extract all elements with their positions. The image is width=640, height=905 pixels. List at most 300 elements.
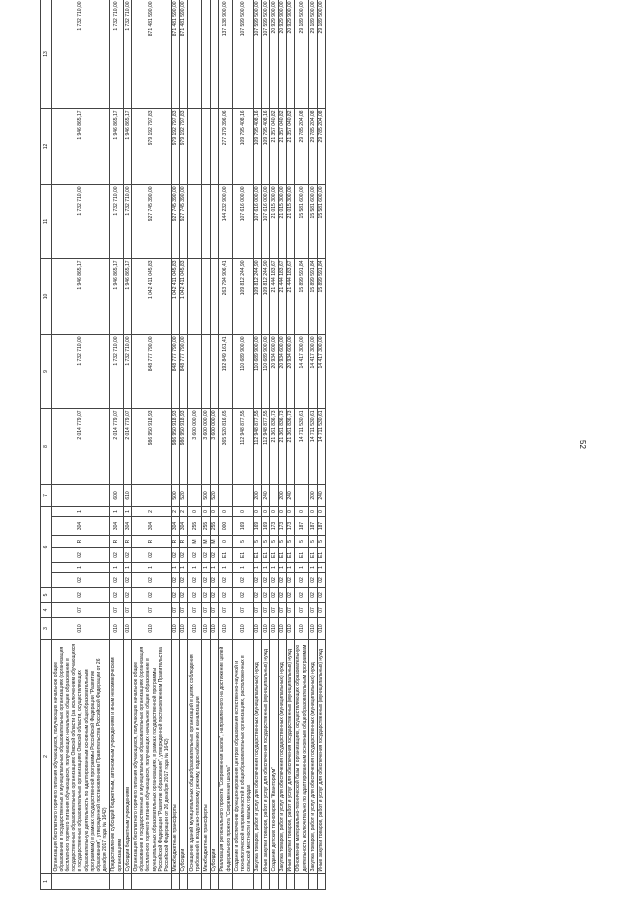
col-header-2: 2: [41, 640, 52, 874]
cell-c4: 07: [233, 603, 254, 618]
cell-c6b: 1: [109, 563, 123, 573]
cell-c6f: 0: [294, 506, 308, 516]
cell-c13: [202, 0, 210, 108]
cell-c6e: 173: [286, 517, 294, 536]
cell-c12: [188, 108, 202, 184]
cell-name: Иные закупки товаров, работ и услуг для обеспечения государственных (муниципальных) нужд: [262, 640, 270, 874]
cell-c9: 848 777 790,00: [132, 334, 171, 408]
cell-c6f: 0: [218, 506, 232, 516]
cell-c11: 15 581 600,00: [317, 184, 325, 258]
cell-c10: 1 042 411 045,83: [132, 258, 171, 334]
cell-c6e: 304: [171, 517, 179, 536]
cell-c5: 02: [309, 588, 317, 603]
cell-c9: 14 417 300,00: [294, 334, 308, 408]
cell-c4: 07: [218, 603, 232, 618]
cell-c7: 520: [210, 484, 218, 506]
cell-c11: 144 232 900,00: [218, 184, 232, 258]
cell-c13: 871 481 590,00: [171, 0, 179, 108]
cell-c8: 365 520 816,65: [218, 408, 232, 484]
cell-c10: 109 812 244,90: [262, 258, 270, 334]
cell-empty: [286, 874, 294, 890]
cell-c5: 02: [171, 588, 179, 603]
cell-c9: 14 417 300,00: [309, 334, 317, 408]
cell-c5: 02: [286, 588, 294, 603]
cell-c6d: M: [210, 536, 218, 548]
cell-c4: 07: [171, 603, 179, 618]
cell-c4: 07: [188, 603, 202, 618]
cell-name: Субсидии бюджетным учреждениям: [124, 640, 132, 874]
cell-c11: 107 616 000,00: [262, 184, 270, 258]
cell-c8: 2 014 779,07: [52, 408, 110, 484]
cell-c11: 927 745 390,00: [132, 184, 171, 258]
cell-c3: 010: [52, 618, 110, 640]
cell-c5: 02: [262, 588, 270, 603]
cell-c6a: 02: [179, 573, 187, 588]
cell-c9: 110 689 900,00: [233, 334, 254, 408]
cell-c6a: 02: [132, 573, 171, 588]
page-number: 52: [577, 440, 587, 449]
cell-c11: [188, 184, 202, 258]
cell-c10: 1 946 865,17: [124, 258, 132, 334]
cell-c6d: 5: [317, 536, 325, 548]
cell-name: Закупка товаров, работ и услуг для обеспечения государственных (муниципальных) нужд: [309, 640, 317, 874]
cell-c6e: 187: [317, 517, 325, 536]
cell-c12: 29 785 204,08: [309, 108, 317, 184]
cell-c6b: 1: [278, 563, 286, 573]
cell-c7: 520: [179, 484, 187, 506]
cell-c12: 21 357 040,82: [278, 108, 286, 184]
cell-c9: 110 689 900,00: [253, 334, 261, 408]
cell-c6d: 5: [294, 536, 308, 548]
cell-c9: 14 417 300,00: [317, 334, 325, 408]
cell-c3: 010: [124, 618, 132, 640]
cell-c9: 848 777 790,00: [179, 334, 187, 408]
cell-c3: 010: [202, 618, 210, 640]
cell-c6c: E1: [309, 548, 317, 563]
cell-c6f: 0: [262, 506, 270, 516]
cell-c6b: 1: [124, 563, 132, 573]
cell-c7: 240: [317, 484, 325, 506]
cell-c6b: 1: [188, 563, 202, 573]
cell-c8: 112 948 877,55: [233, 408, 254, 484]
table-row: [278, 0, 286, 890]
cell-c6c: 02: [171, 548, 179, 563]
cell-c6b: 1: [218, 563, 232, 573]
cell-c6a: 02: [270, 573, 278, 588]
cell-c6f: 2: [171, 506, 179, 516]
cell-c6a: 02: [262, 573, 270, 588]
cell-c5: 02: [210, 588, 218, 603]
cell-c6f: 0: [233, 506, 254, 516]
cell-c6a: 02: [109, 573, 123, 588]
cell-c6b: 1: [286, 563, 294, 573]
cell-c10: [202, 258, 210, 334]
cell-c11: 1 732 710,00: [109, 184, 123, 258]
cell-c6b: 1: [179, 563, 187, 573]
cell-c10: 1 042 411 045,83: [179, 258, 187, 334]
table-row: [132, 0, 171, 890]
col-header-9: 9: [41, 334, 52, 408]
cell-c5: 02: [109, 588, 123, 603]
cell-name: Создание детских технопарков "Кванториум": [270, 640, 278, 874]
cell-c7: 240: [286, 484, 294, 506]
cell-empty: [171, 874, 179, 890]
cell-c4: 07: [52, 603, 110, 618]
cell-c11: 1 732 710,00: [52, 184, 110, 258]
cell-c6a: 02: [294, 573, 308, 588]
cell-c6a: 02: [286, 573, 294, 588]
cell-c5: 02: [218, 588, 232, 603]
cell-c11: [202, 184, 210, 258]
cell-c6b: 1: [309, 563, 317, 573]
cell-c6c: E1: [218, 548, 232, 563]
cell-c6e: 173: [270, 517, 278, 536]
table-row: [171, 0, 179, 890]
cell-c6d: 5: [286, 536, 294, 548]
cell-c11: 927 745 390,00: [179, 184, 187, 258]
cell-c13: 1 732 710,00: [52, 0, 110, 108]
cell-empty: [270, 874, 278, 890]
table-row: [109, 0, 123, 890]
cell-c6e: 000: [218, 517, 232, 536]
cell-empty: [210, 874, 218, 890]
cell-c11: 15 581 600,00: [309, 184, 317, 258]
table-body: [52, 0, 326, 890]
cell-c3: 010: [218, 618, 232, 640]
cell-c13: 107 599 500,00: [253, 0, 261, 108]
cell-c3: 010: [132, 618, 171, 640]
table-row: [309, 0, 317, 890]
cell-c5: 02: [317, 588, 325, 603]
cell-c6f: 0: [210, 506, 218, 516]
cell-c3: 010: [270, 618, 278, 640]
cell-empty: [218, 874, 232, 890]
cell-c6c: E1: [317, 548, 325, 563]
col-header-12: 12: [41, 108, 52, 184]
cell-c6c: E1: [262, 548, 270, 563]
cell-c7: [132, 484, 171, 506]
cell-c7: 500: [171, 484, 179, 506]
cell-c12: 979 192 797,83: [171, 108, 179, 184]
cell-c6c: 02: [124, 548, 132, 563]
cell-c10: 21 444 183,67: [278, 258, 286, 334]
cell-c10: 109 812 244,90: [253, 258, 261, 334]
cell-c12: 29 785 204,08: [294, 108, 308, 184]
cell-c6d: 5: [309, 536, 317, 548]
cell-c6c: E1: [270, 548, 278, 563]
cell-c4: 07: [202, 603, 210, 618]
cell-c6f: 0: [278, 506, 286, 516]
cell-c10: 15 899 591,84: [317, 258, 325, 334]
cell-name: Оснащение зданий муниципальных общеобразовательных организаций в целях соблюдения требований к воздушно-тепловому режиму, водоснабжению и канализации: [188, 640, 202, 874]
cell-c10: 1 946 865,17: [109, 258, 123, 334]
cell-c6a: 02: [233, 573, 254, 588]
cell-c10: 21 444 183,67: [286, 258, 294, 334]
cell-c6c: 02: [210, 548, 218, 563]
cell-c4: 07: [124, 603, 132, 618]
cell-c8: 112 948 877,55: [253, 408, 261, 484]
cell-name: Закупка товаров, работ и услуг для обеспечения государственных (муниципальных) нужд: [253, 640, 261, 874]
cell-c6f: 1: [52, 506, 110, 516]
table-row: [124, 0, 132, 890]
cell-c5: 02: [253, 588, 261, 603]
cell-c7: 610: [124, 484, 132, 506]
cell-c11: 927 745 390,00: [171, 184, 179, 258]
cell-c10: 1 946 865,17: [52, 258, 110, 334]
col-header-6: 6: [41, 506, 52, 587]
table-row: [294, 0, 308, 890]
col-header-8: 8: [41, 408, 52, 484]
cell-c11: [210, 184, 218, 258]
cell-c6f: 0: [309, 506, 317, 516]
cell-c3: 010: [188, 618, 202, 640]
cell-c10: 21 444 183,67: [270, 258, 278, 334]
cell-c6a: 02: [278, 573, 286, 588]
cell-c6f: 0: [202, 506, 210, 516]
cell-c12: 29 785 204,08: [317, 108, 325, 184]
cell-c6f: 2: [132, 506, 171, 516]
cell-c8: 3 600 000,00: [188, 408, 202, 484]
budget-table: [40, 0, 326, 890]
cell-c5: 02: [132, 588, 171, 603]
cell-c8: 986 950 918,93: [171, 408, 179, 484]
cell-c3: 010: [286, 618, 294, 640]
cell-c4: 07: [294, 603, 308, 618]
cell-c6b: 1: [262, 563, 270, 573]
header-row: [41, 0, 52, 890]
cell-c7: 240: [262, 484, 270, 506]
cell-c9: 1 732 710,00: [124, 334, 132, 408]
cell-empty: [262, 874, 270, 890]
cell-c6c: 02: [132, 548, 171, 563]
cell-empty: [233, 874, 254, 890]
col-header-4: 4: [41, 603, 52, 618]
cell-c7: [294, 484, 308, 506]
cell-name: Предоставление субсидий бюджетным, автономным учреждениям и иным некоммерческим организациям: [109, 640, 123, 874]
cell-c12: 1 946 865,17: [124, 108, 132, 184]
cell-c4: 07: [210, 603, 218, 618]
cell-c6d: M: [188, 536, 202, 548]
cell-c6a: 02: [253, 573, 261, 588]
cell-c5: 02: [179, 588, 187, 603]
cell-c13: 20 929 900,00: [270, 0, 278, 108]
cell-c6f: 0: [253, 506, 261, 516]
cell-c12: 979 192 797,83: [132, 108, 171, 184]
cell-c6f: 2: [179, 506, 187, 516]
cell-empty: [278, 874, 286, 890]
col-header-13: 13: [41, 0, 52, 108]
cell-c6c: 02: [109, 548, 123, 563]
cell-c3: 010: [210, 618, 218, 640]
cell-c6e: 304: [132, 517, 171, 536]
cell-c11: 107 616 000,00: [253, 184, 261, 258]
cell-c5: 02: [233, 588, 254, 603]
cell-c6d: 5: [270, 536, 278, 548]
cell-c6b: 1: [171, 563, 179, 573]
cell-c11: 15 581 600,00: [294, 184, 308, 258]
cell-c6d: R: [52, 536, 110, 548]
cell-c7: 200: [278, 484, 286, 506]
cell-c8: 14 711 530,61: [294, 408, 308, 484]
cell-c13: 29 189 500,00: [309, 0, 317, 108]
cell-c13: 107 599 500,00: [233, 0, 254, 108]
cell-c6c: E1: [286, 548, 294, 563]
cell-c6d: R: [132, 536, 171, 548]
cell-name: Межбюджетные трансферты: [171, 640, 179, 874]
cell-c5: 02: [294, 588, 308, 603]
cell-c8: 3 600 000,00: [202, 408, 210, 484]
cell-c6e: 304: [179, 517, 187, 536]
col-header-7: 7: [41, 484, 52, 506]
cell-c6b: 1: [202, 563, 210, 573]
cell-empty: [253, 874, 261, 890]
cell-name: Межбюджетные трансферты: [202, 640, 210, 874]
cell-c8: 2 014 779,07: [109, 408, 123, 484]
cell-c4: 07: [132, 603, 171, 618]
col-header-5: 5: [41, 588, 52, 603]
cell-c13: 20 929 900,00: [278, 0, 286, 108]
cell-c7: 500: [202, 484, 210, 506]
cell-c6c: 02: [52, 548, 110, 563]
table-row: [202, 0, 210, 890]
cell-c6f: 1: [124, 506, 132, 516]
cell-empty: [52, 874, 110, 890]
cell-c10: 15 899 591,84: [309, 258, 317, 334]
col-header-10: 10: [41, 258, 52, 334]
cell-empty: [188, 874, 202, 890]
cell-c9: 20 934 600,00: [278, 334, 286, 408]
cell-c3: 010: [179, 618, 187, 640]
cell-c6e: 304: [109, 517, 123, 536]
cell-c13: 29 189 500,00: [294, 0, 308, 108]
col-header-11: 11: [41, 184, 52, 258]
table-row: [286, 0, 294, 890]
cell-c6d: 5: [233, 536, 254, 548]
cell-c13: 20 929 900,00: [286, 0, 294, 108]
cell-c3: 010: [233, 618, 254, 640]
cell-c6a: 02: [202, 573, 210, 588]
cell-c9: [202, 334, 210, 408]
cell-c7: 200: [253, 484, 261, 506]
cell-c11: 21 015 300,00: [286, 184, 294, 258]
cell-c3: 010: [278, 618, 286, 640]
cell-c5: 02: [52, 588, 110, 603]
cell-c4: 07: [253, 603, 261, 618]
cell-c4: 07: [270, 603, 278, 618]
cell-c6b: 1: [317, 563, 325, 573]
cell-c5: 02: [124, 588, 132, 603]
cell-c6e: 304: [124, 517, 132, 536]
cell-c6c: 02: [202, 548, 210, 563]
cell-name: Организация бесплатного горячего питания обучающихся, получающих начальное общее образование в государственных и муниципальных образовательных организациях (организация бесплатного горячего питания обучающихся, получающих начальное общее образование в государственных образовательных организациях Омской области (за исключением обучающихся в государственных образовательных организациях Омской области, осуществляющих образовательную деятельность по адаптированным основным общеобразовательным программам) в рамках государственной программы Российской Федерации "Развитие образования", утвержденной постановлением Правительства Российской Федерации от 26 декабря 2017 года № 1642): [52, 640, 110, 874]
cell-c6b: 1: [233, 563, 254, 573]
cell-c6a: 02: [317, 573, 325, 588]
cell-c6c: E1: [278, 548, 286, 563]
cell-c4: 07: [109, 603, 123, 618]
cell-c4: 07: [278, 603, 286, 618]
cell-c11: 107 616 000,00: [233, 184, 254, 258]
table-row: [262, 0, 270, 890]
cell-c3: 010: [262, 618, 270, 640]
cell-c8: 2 014 779,07: [124, 408, 132, 484]
cell-c9: 1 732 710,00: [109, 334, 123, 408]
cell-name: Иные закупки товаров, работ и услуг для обеспечения государственных (муниципальных) нужд: [286, 640, 294, 874]
cell-c8: 21 361 836,73: [270, 408, 278, 484]
cell-c6b: 1: [132, 563, 171, 573]
cell-empty: [202, 874, 210, 890]
cell-c7: [188, 484, 202, 506]
cell-name: Субсидии: [179, 640, 187, 874]
cell-c6f: 0: [188, 506, 202, 516]
cell-c6d: R: [179, 536, 187, 548]
cell-c6c: E1: [233, 548, 254, 563]
cell-empty: [309, 874, 317, 890]
rotated-table-container: [40, 1, 600, 890]
cell-c9: 848 777 790,00: [171, 334, 179, 408]
cell-c13: 107 599 500,00: [262, 0, 270, 108]
cell-c12: 21 357 040,82: [270, 108, 278, 184]
table-row: [253, 0, 261, 890]
cell-c6e: 255: [202, 517, 210, 536]
cell-c9: 110 689 900,00: [262, 334, 270, 408]
cell-c12: 1 946 865,17: [52, 108, 110, 184]
cell-name: Иные закупки товаров, работ и услуг для обеспечения государственных (муниципальных) нужд: [317, 640, 325, 874]
cell-c13: 871 481 590,00: [179, 0, 187, 108]
cell-c6c: E1: [253, 548, 261, 563]
cell-c8: 3 600 000,00: [210, 408, 218, 484]
cell-c12: 979 192 797,83: [179, 108, 187, 184]
cell-c6d: 5: [253, 536, 261, 548]
cell-c5: 02: [188, 588, 202, 603]
cell-c7: 600: [109, 484, 123, 506]
document-sheet: [40, 1, 600, 890]
cell-c12: [210, 108, 218, 184]
cell-c6f: 1: [109, 506, 123, 516]
cell-c6d: R: [109, 536, 123, 548]
table-row: [270, 0, 278, 890]
cell-c13: 1 732 710,00: [109, 0, 123, 108]
col-header-3: 3: [41, 618, 52, 640]
cell-c12: 109 795 408,16: [233, 108, 254, 184]
cell-c7: [270, 484, 278, 506]
cell-c3: 010: [317, 618, 325, 640]
cell-c9: [210, 334, 218, 408]
cell-empty: [317, 874, 325, 890]
cell-name: Создание и обеспечение функционирования центров образования естественно-научной и технологической направленностей в общеобразовательных организациях, расположенных в сельской местности и малых городах: [233, 640, 254, 874]
cell-c10: 109 812 244,90: [233, 258, 254, 334]
cell-c8: 21 361 836,73: [286, 408, 294, 484]
cell-c10: [188, 258, 202, 334]
cell-c3: 010: [309, 618, 317, 640]
cell-c6e: 187: [309, 517, 317, 536]
cell-empty: [124, 874, 132, 890]
cell-c9: 20 934 600,00: [286, 334, 294, 408]
col-header-1: 1: [41, 874, 52, 890]
cell-c4: 07: [317, 603, 325, 618]
cell-c13: 137 138 900,00: [218, 0, 232, 108]
cell-name: Организация бесплатного горячего питания обучающихся, получающих начальное общее образование в государственных и муниципальных образовательных организациях (организация бесплатного горячего питания обучающихся, получающих начальное общее образование в муниципальных образовательных организациях, в рамках государственной программы Российской Федерации "Развитие образования", утвержденной постановлением Правительства Российской Федерации от 26 декабря 2017 года № 1642): [132, 640, 171, 874]
cell-c6e: 187: [294, 517, 308, 536]
cell-c5: 02: [278, 588, 286, 603]
cell-c13: 871 481 590,00: [132, 0, 171, 108]
cell-c6a: 02: [52, 573, 110, 588]
cell-c12: 1 946 865,17: [109, 108, 123, 184]
cell-c6f: 0: [270, 506, 278, 516]
table-row: [233, 0, 254, 890]
cell-name: Субсидии: [210, 640, 218, 874]
cell-empty: [294, 874, 308, 890]
cell-c9: 1 732 710,00: [52, 334, 110, 408]
